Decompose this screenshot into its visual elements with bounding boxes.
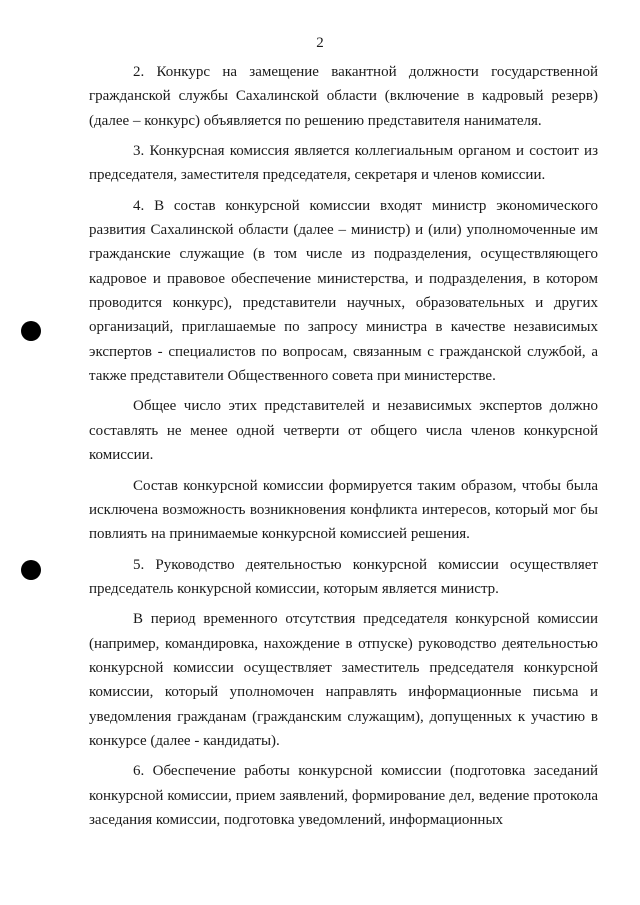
paragraph-item-3: 3. Конкурсная комиссия является коллегиальным органом и состоит из председателя, заместителя председателя, секретаря и членов комиссии. <box>89 143 598 184</box>
paragraph-item-2: 2. Конкурс на замещение вакантной должности государственной гражданской службы Сахалинской области (включение в кадровый резерв) (далее – конкурс) объявляется по решению представителя нанимателя. <box>89 64 598 129</box>
punch-hole-mark <box>21 321 41 341</box>
paragraph-item-5: 5. Руководство деятельностью конкурсной комиссии осуществляет председатель конкурсной комиссии, которым является министр. <box>89 556 598 597</box>
document-body <box>89 60 598 838</box>
paragraph-item-6: 6. Обеспечение работы конкурсной комиссии (подготовка заседаний конкурсной комиссии, прием заявлений, формирование дел, ведение протокола заседания комиссии, подготовка уведомлений, информационных <box>89 763 598 828</box>
paragraph-deputy-chair: В период временного отсутствия председателя конкурсной комиссии (например, командировка, нахождение в отпуске) руководство деятельностью конкурсной комиссии осуществляет заместитель председателя конкурсной комиссии, который уполномочен направлять информационные письма и уведомления гражданам (гражданским служащим), допущенных к участию в конкурсе (далее - кандидаты). <box>89 611 598 749</box>
page-number: 2 <box>316 35 324 51</box>
punch-hole-mark <box>21 560 41 580</box>
paragraph-experts-share: Общее число этих представителей и независимых экспертов должно составлять не менее одной четверти от общего числа членов конкурсной комиссии. <box>89 398 598 464</box>
paragraph-item-4: 4. В состав конкурсной комиссии входят министр экономического развития Сахалинской области (далее – министр) и (или) уполномоченные им гражданские служащие (в том числе из подразделения, осуществляющего кадровое и правовое обеспечение министерства, и подразделения, в котором проводится конкурс), представители научных, образовательных и других организаций, приглашаемые по запросу министра в качестве независимых экспертов - специалистов по вопросам, связанным с гражданской службой, а также представители Общественного совета при министерстве. <box>89 197 598 385</box>
paragraph-conflict-of-interest: Состав конкурсной комиссии формируется таким образом, чтобы была исключена возможность возникновения конфликта интересов, который мог бы повлиять на принимаемые конкурсной комиссией решения. <box>89 477 598 543</box>
